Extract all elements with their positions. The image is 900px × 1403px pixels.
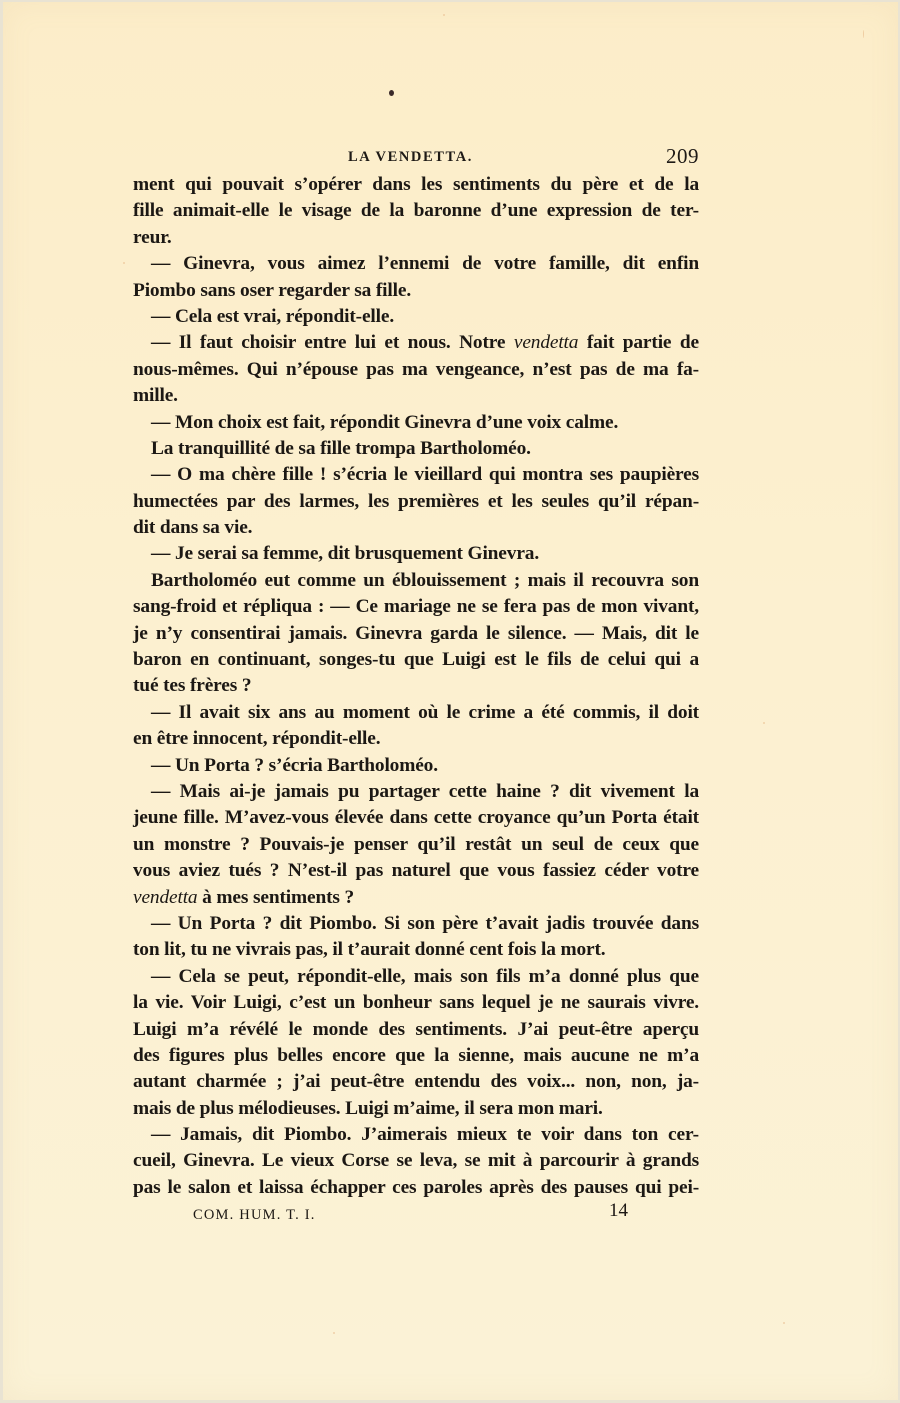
text-line: cueil, Ginevra. Le vieux Corse se leva, se mit à parcourir à grands xyxy=(133,1150,699,1172)
text-line: mille. xyxy=(133,385,178,407)
text-line: ment qui pouvait s’opérer dans les sentiments du père et de la xyxy=(133,174,699,195)
text-line: — Il avait six ans au moment où le crime a été commis, il doit xyxy=(151,701,699,723)
text-line: en être innocent, répondit-elle. xyxy=(133,728,381,750)
text-line: mais de plus mélodieuses. Luigi m’aime, il sera mon mari. xyxy=(133,1097,603,1119)
text-line: — Mais ai-je jamais pu partager cette haine ? dit vivement la xyxy=(151,780,699,802)
paper-fleck xyxy=(783,1322,785,1324)
signature-mark: COM. HUM. T. I. xyxy=(193,1207,316,1223)
text-line: humectées par des larmes, les premières et les seules qu’il répan- xyxy=(133,490,699,512)
paper-fleck xyxy=(123,262,125,264)
sheet-number: 14 xyxy=(609,1200,628,1221)
text-line: ton lit, tu ne vivrais pas, il t’aurait donné cent fois la mort. xyxy=(133,939,606,961)
ink-dot-mark xyxy=(389,90,394,96)
text-line: vous aviez tués ? N’est-il pas naturel que vous fassiez céder votre xyxy=(133,860,699,882)
text-line: — Mon choix est fait, répondit Ginevra d’une voix calme. xyxy=(151,411,619,433)
text-line: pas le salon et laissa échapper ces paroles après des pauses qui pei- xyxy=(133,1176,699,1198)
paper-fleck xyxy=(763,722,765,724)
italic-term: vendetta xyxy=(133,886,198,908)
text-line: Bartholoméo eut comme un éblouissement ; mais il recouvra son xyxy=(151,569,699,591)
text-line: — Un Porta ? dit Piombo. Si son père t’avait jadis trouvée dans xyxy=(151,912,699,934)
text-line xyxy=(133,885,699,911)
text-line: — Jamais, dit Piombo. J’aimerais mieux te voir dans ton cer- xyxy=(151,1124,699,1146)
text-line: sang-froid et répliqua : — Ce mariage ne se fera pas de mon vivant, xyxy=(133,596,699,618)
paper-fleck xyxy=(333,1332,335,1334)
text-line-segment: fait partie de xyxy=(578,332,699,354)
text-line: je n’y consentirai jamais. Ginevra garda le silence. — Mais, dit le xyxy=(133,622,699,644)
text-line: La tranquillité de sa fille trompa Bartholoméo. xyxy=(151,437,531,459)
body-text xyxy=(133,172,699,1201)
text-line-segment: à mes sentiments ? xyxy=(197,886,355,908)
text-line: — Je serai sa femme, dit brusquement Ginevra. xyxy=(151,543,540,565)
text-line-segment: — Il faut choisir entre lui et nous. Notre xyxy=(151,332,514,354)
text-line: — Cela est vrai, répondit-elle. xyxy=(151,305,395,327)
text-line: — O ma chère fille ! s’écria le vieillard qui montra ses paupières xyxy=(151,464,699,486)
paper-fleck xyxy=(863,30,864,38)
italic-term: vendetta xyxy=(513,332,579,354)
paper-fleck xyxy=(443,14,445,16)
text-line: reur. xyxy=(133,226,172,248)
text-line: fille animait-elle le visage de la baronne d’une expression de ter- xyxy=(133,200,699,222)
text-line: un monstre ? Pouvais-je penser qu’il restât un seul de ceux que xyxy=(133,833,699,855)
book-page xyxy=(3,2,898,1400)
text-line xyxy=(133,330,699,356)
text-line: — Ginevra, vous aimez l’ennemi de votre famille, dit enfin xyxy=(151,253,699,275)
running-header xyxy=(133,144,699,170)
page-number: 209 xyxy=(666,144,699,168)
text-line: — Cela se peut, répondit-elle, mais son fils m’a donné plus que xyxy=(151,965,699,987)
text-line: des figures plus belles encore que la sienne, mais aucune ne m’a xyxy=(133,1044,699,1066)
text-line: baron en continuant, songes-tu que Luigi est le fils de celui qui a xyxy=(133,649,699,671)
text-line: autant charmée ; j’ai peut-être entendu des voix... non, non, ja- xyxy=(133,1071,699,1093)
running-title: LA VENDETTA. xyxy=(348,149,474,165)
text-line: dit dans sa vie. xyxy=(133,517,253,539)
text-line: — Un Porta ? s’écria Bartholoméo. xyxy=(151,754,438,776)
page-footer xyxy=(133,1200,699,1224)
text-line: Luigi m’a révélé le monde des sentiments. J’ai peut-être aperçu xyxy=(133,1018,699,1040)
text-line: jeune fille. M’avez-vous élevée dans cette croyance qu’un Porta était xyxy=(133,807,699,829)
text-line: Piombo sans oser regarder sa fille. xyxy=(133,279,412,301)
text-line: la vie. Voir Luigi, c’est un bonheur sans lequel je ne saurais vivre. xyxy=(133,992,699,1014)
text-line: tué tes frères ? xyxy=(133,675,252,697)
text-line: nous-mêmes. Qui n’épouse pas ma vengeance, n’est pas de ma fa- xyxy=(133,358,699,380)
